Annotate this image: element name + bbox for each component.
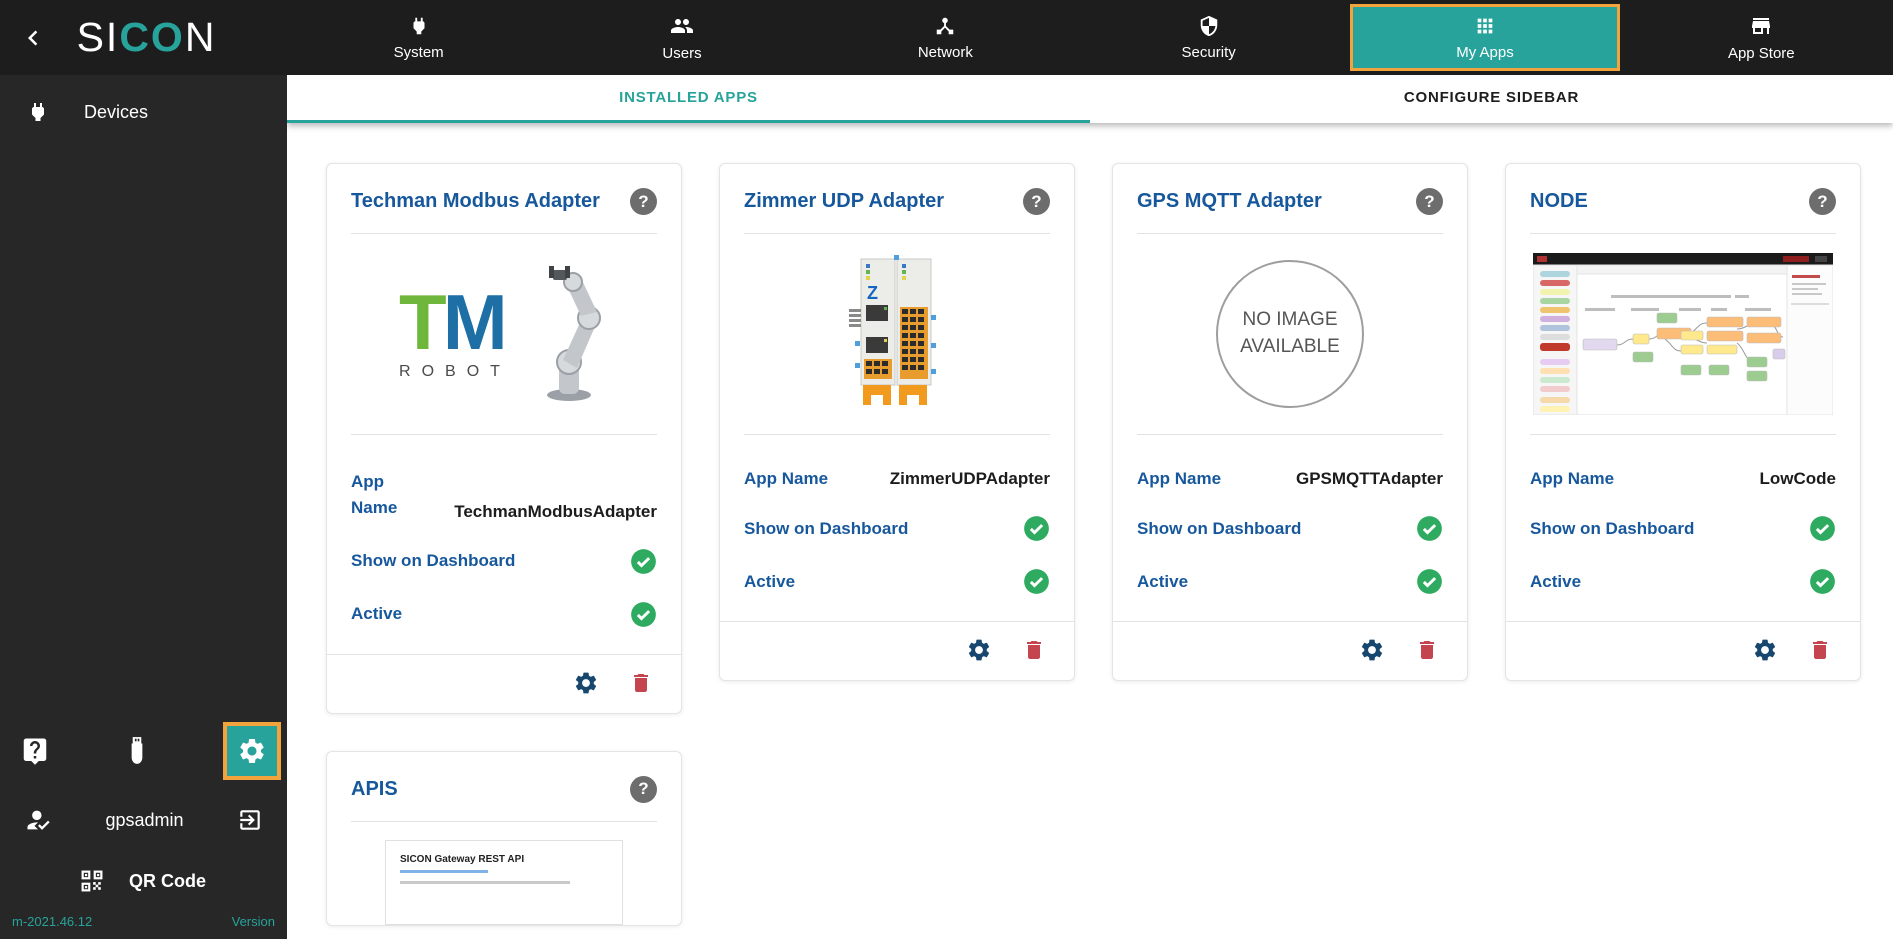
field-row-show-on-dashboard	[351, 548, 657, 575]
app-cards-row	[326, 163, 1893, 714]
card-actions	[1113, 622, 1467, 680]
card-title: Techman Modbus Adapter	[351, 190, 600, 212]
card-fields	[1113, 435, 1467, 595]
nav-item-system[interactable]	[287, 0, 550, 75]
check-circle-icon	[1809, 568, 1836, 595]
nav-item-label: App Store	[1727, 44, 1795, 62]
robot-arm-image	[523, 264, 609, 404]
installed-apps-content	[287, 123, 1893, 939]
settings-gear-button[interactable]	[223, 722, 281, 780]
api-doc-text-line	[400, 881, 570, 884]
api-doc-link-line	[400, 870, 488, 873]
tab-configure-sidebar[interactable]	[1090, 75, 1893, 123]
tab-installed-apps[interactable]	[287, 75, 1090, 123]
sicon-logo	[50, 14, 271, 61]
sidebar-item-devices[interactable]	[0, 75, 287, 149]
sidebar-footer-icons	[0, 722, 287, 780]
tm-letters-block	[399, 277, 511, 381]
field-row-app-name	[1137, 469, 1443, 489]
plug-icon	[408, 15, 430, 37]
apps-grid-icon	[1474, 15, 1496, 37]
check-circle-icon	[1809, 515, 1836, 542]
tm-letter-t: T	[399, 277, 443, 366]
nav-item-label: My Apps	[1456, 43, 1514, 61]
field-row-show-on-dashboard	[1530, 515, 1836, 542]
user-check-icon	[24, 806, 52, 834]
logo-part-right: N	[184, 14, 217, 60]
app-name-value: LowCode	[1759, 469, 1836, 488]
field-row-app-name	[744, 469, 1050, 489]
card-header	[327, 752, 681, 821]
field-label: Show on Dashboard	[1137, 518, 1302, 538]
help-icon[interactable]: ?	[1023, 188, 1050, 215]
field-row-show-on-dashboard	[744, 515, 1050, 542]
field-row-show-on-dashboard	[1137, 515, 1443, 542]
card-fields	[327, 435, 681, 628]
app-card-node	[1505, 163, 1861, 681]
top-navigation	[287, 0, 1893, 75]
configure-gear-icon[interactable]	[966, 637, 992, 663]
version-value: m-2021.46.12	[12, 914, 93, 929]
card-fields	[720, 435, 1074, 595]
version-row	[0, 906, 287, 939]
card-actions	[720, 622, 1074, 680]
app-image-zimmer-module	[720, 234, 1074, 434]
field-row-active	[1137, 568, 1443, 595]
tm-robot-logo	[399, 264, 609, 404]
logo-part-left: SI	[76, 14, 120, 60]
configure-gear-icon[interactable]	[1752, 637, 1778, 663]
configure-gear-icon[interactable]	[1359, 637, 1385, 663]
sidebar-item-label: Devices	[84, 101, 149, 122]
field-label: App Name	[744, 469, 829, 488]
qr-code-label: QR Code	[128, 870, 206, 891]
plug-icon	[26, 100, 50, 124]
delete-trash-icon[interactable]	[629, 671, 653, 695]
nav-item-security[interactable]	[1077, 0, 1340, 75]
app-image-tm-robot	[327, 234, 681, 434]
app-name-value: TechmanModbusAdapter	[454, 501, 657, 521]
delete-trash-icon[interactable]	[1415, 638, 1439, 662]
usb-device-icon[interactable]	[124, 736, 150, 766]
field-label: Show on Dashboard	[1530, 518, 1695, 538]
field-label: Show on Dashboard	[351, 551, 516, 571]
field-row-active	[744, 568, 1050, 595]
help-icon[interactable]: ?	[1809, 188, 1836, 215]
check-circle-icon	[1023, 568, 1050, 595]
sidebar-header	[0, 0, 287, 75]
card-header	[327, 164, 681, 233]
card-title: NODE	[1530, 190, 1588, 212]
apps-tab-bar	[287, 75, 1893, 123]
user-name: gpsadmin	[105, 809, 184, 830]
logout-icon[interactable]	[237, 807, 263, 833]
no-image-circle: NO IMAGE AVAILABLE	[1216, 260, 1364, 408]
sidebar-spacer	[0, 149, 287, 722]
nav-item-label: System	[393, 43, 444, 61]
store-icon	[1749, 14, 1773, 38]
card-header	[720, 164, 1074, 233]
field-label: Active	[744, 571, 796, 591]
check-circle-icon	[1023, 515, 1050, 542]
field-label: Active	[351, 604, 403, 624]
api-doc-heading: SICON Gateway REST API	[400, 853, 525, 865]
app-card-apis	[326, 751, 682, 926]
nav-item-label: Users	[662, 44, 702, 62]
card-title: Zimmer UDP Adapter	[744, 190, 945, 212]
field-label: App Name	[1530, 469, 1615, 488]
gear-icon	[237, 736, 267, 766]
back-button[interactable]	[16, 21, 50, 55]
tm-caption: ROBOT	[399, 363, 511, 381]
logo-part-mid: CO	[119, 14, 185, 60]
card-title: GPS MQTT Adapter	[1137, 190, 1322, 212]
field-label: App Name	[351, 472, 398, 518]
field-label: Active	[1530, 571, 1582, 591]
help-icon[interactable]: ?	[630, 188, 657, 215]
network-hub-icon	[934, 15, 956, 37]
help-icon[interactable]: ?	[630, 776, 657, 803]
delete-trash-icon[interactable]	[1808, 638, 1832, 662]
tm-letter-m: M	[442, 277, 504, 366]
nav-item-label: Security	[1181, 43, 1236, 61]
app-name-value: ZimmerUDPAdapter	[889, 469, 1050, 488]
svg-text:Z: Z	[867, 283, 878, 303]
field-row-active	[1530, 568, 1836, 595]
user-account-row[interactable]	[0, 780, 287, 854]
card-actions	[1506, 622, 1860, 680]
app-card-techman-modbus	[326, 163, 682, 714]
check-circle-icon	[630, 548, 657, 575]
card-actions	[327, 655, 681, 713]
chevron-left-icon	[18, 23, 48, 53]
divider	[351, 821, 657, 822]
field-label: Show on Dashboard	[744, 518, 909, 538]
field-row-app-name	[1530, 469, 1836, 489]
check-circle-icon	[1416, 568, 1443, 595]
tab-label: CONFIGURE SIDEBAR	[1403, 89, 1580, 106]
field-label: App Name	[1137, 469, 1222, 488]
nav-item-label: Network	[917, 43, 973, 61]
app-card-zimmer-udp	[719, 163, 1075, 681]
users-icon	[670, 14, 694, 38]
card-header	[1506, 164, 1860, 233]
app-image-placeholder	[1113, 234, 1467, 434]
check-circle-icon	[1416, 515, 1443, 542]
shield-icon	[1198, 15, 1220, 37]
qr-code-row[interactable]	[0, 854, 287, 906]
tab-label: INSTALLED APPS	[619, 89, 758, 106]
configure-gear-icon[interactable]	[573, 670, 599, 696]
check-circle-icon	[630, 601, 657, 628]
card-title: APIS	[351, 777, 398, 800]
tm-letters	[399, 277, 511, 366]
app-name-value: GPSMQTTAdapter	[1295, 469, 1443, 488]
help-icon[interactable]: ?	[1416, 188, 1443, 215]
sidebar	[0, 0, 287, 939]
card-fields	[1506, 435, 1860, 595]
qr-code-icon	[81, 870, 103, 892]
app-image-node-red-flow	[1506, 234, 1860, 434]
nav-item-users[interactable]	[550, 0, 813, 75]
field-label: Active	[1137, 571, 1189, 591]
delete-trash-icon[interactable]	[1022, 638, 1046, 662]
field-row-active	[351, 601, 657, 628]
version-label: Version	[231, 914, 275, 929]
help-bubble-icon[interactable]	[20, 736, 50, 766]
nav-item-app-store[interactable]	[1630, 0, 1893, 75]
nav-item-my-apps[interactable]	[1350, 4, 1619, 71]
app-image-api-doc	[385, 840, 623, 925]
card-header	[1113, 164, 1467, 233]
nav-item-network[interactable]	[814, 0, 1077, 75]
app-card-gps-mqtt	[1112, 163, 1468, 681]
field-row-app-name	[351, 469, 657, 522]
